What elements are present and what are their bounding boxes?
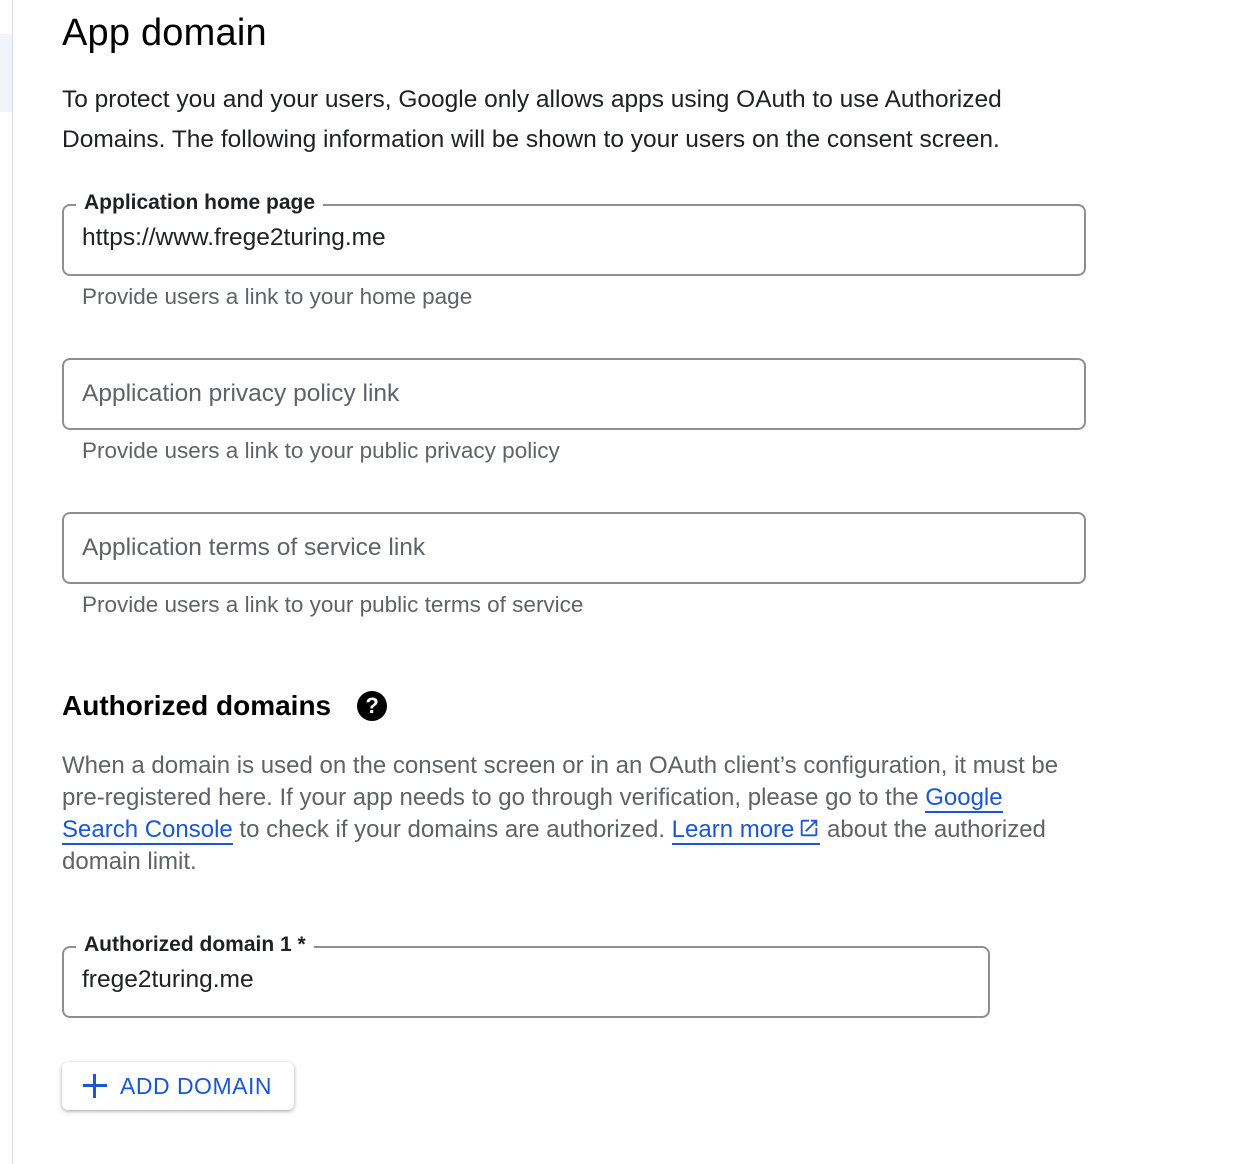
plus-icon [82,1073,108,1099]
home-page-label: Application home page [76,189,323,217]
auth-desc-part1: When a domain is used on the consent screen or in an OAuth client’s configuration, it must be pre-registered here. If your app needs to go through verification, please go to the [62,752,1059,811]
privacy-policy-field[interactable] [62,358,1086,430]
rail-active-indicator [0,34,12,112]
privacy-policy-hint: Provide users a link to your public privacy policy [82,438,560,463]
authorized-domains-heading [62,690,387,722]
auth-desc-part3: about the authorized domain limit. [62,816,1046,875]
auth-desc-part2: to check if your domains are authorized. [232,816,672,843]
external-link-icon [798,817,820,839]
learn-more-link[interactable] [672,816,821,845]
help-circle-icon[interactable]: ? [357,691,387,721]
terms-of-service-input[interactable] [82,514,1062,582]
terms-of-service-hint: Provide users a link to your public terms of service [82,592,584,617]
authorized-domain-1-field[interactable] [62,933,990,1018]
authorized-domains-title: Authorized domains [62,690,332,721]
home-page-input[interactable] [82,206,1062,270]
privacy-policy-input[interactable] [82,360,1062,428]
terms-of-service-field[interactable] [62,512,1086,584]
left-navigation-rail [0,0,13,1164]
home-page-hint: Provide users a link to your home page [82,284,473,309]
home-page-field[interactable] [62,191,1086,276]
learn-more-label: Learn more [671,816,795,843]
section-title: App domain [62,12,267,54]
google-search-console-link[interactable]: Google Search Console [62,784,1003,843]
authorized-domains-description [62,750,1082,878]
authorized-domain-1-input[interactable] [82,948,962,1012]
authorized-domain-1-label: Authorized domain 1 * [76,931,314,959]
add-domain-label: ADD DOMAIN [120,1072,272,1099]
section-description: To protect you and your users, Google only allows apps using OAuth to use Authorized Domains. The following information will be shown to your users on the consent screen. [62,86,1002,153]
add-domain-button[interactable] [62,1062,294,1110]
